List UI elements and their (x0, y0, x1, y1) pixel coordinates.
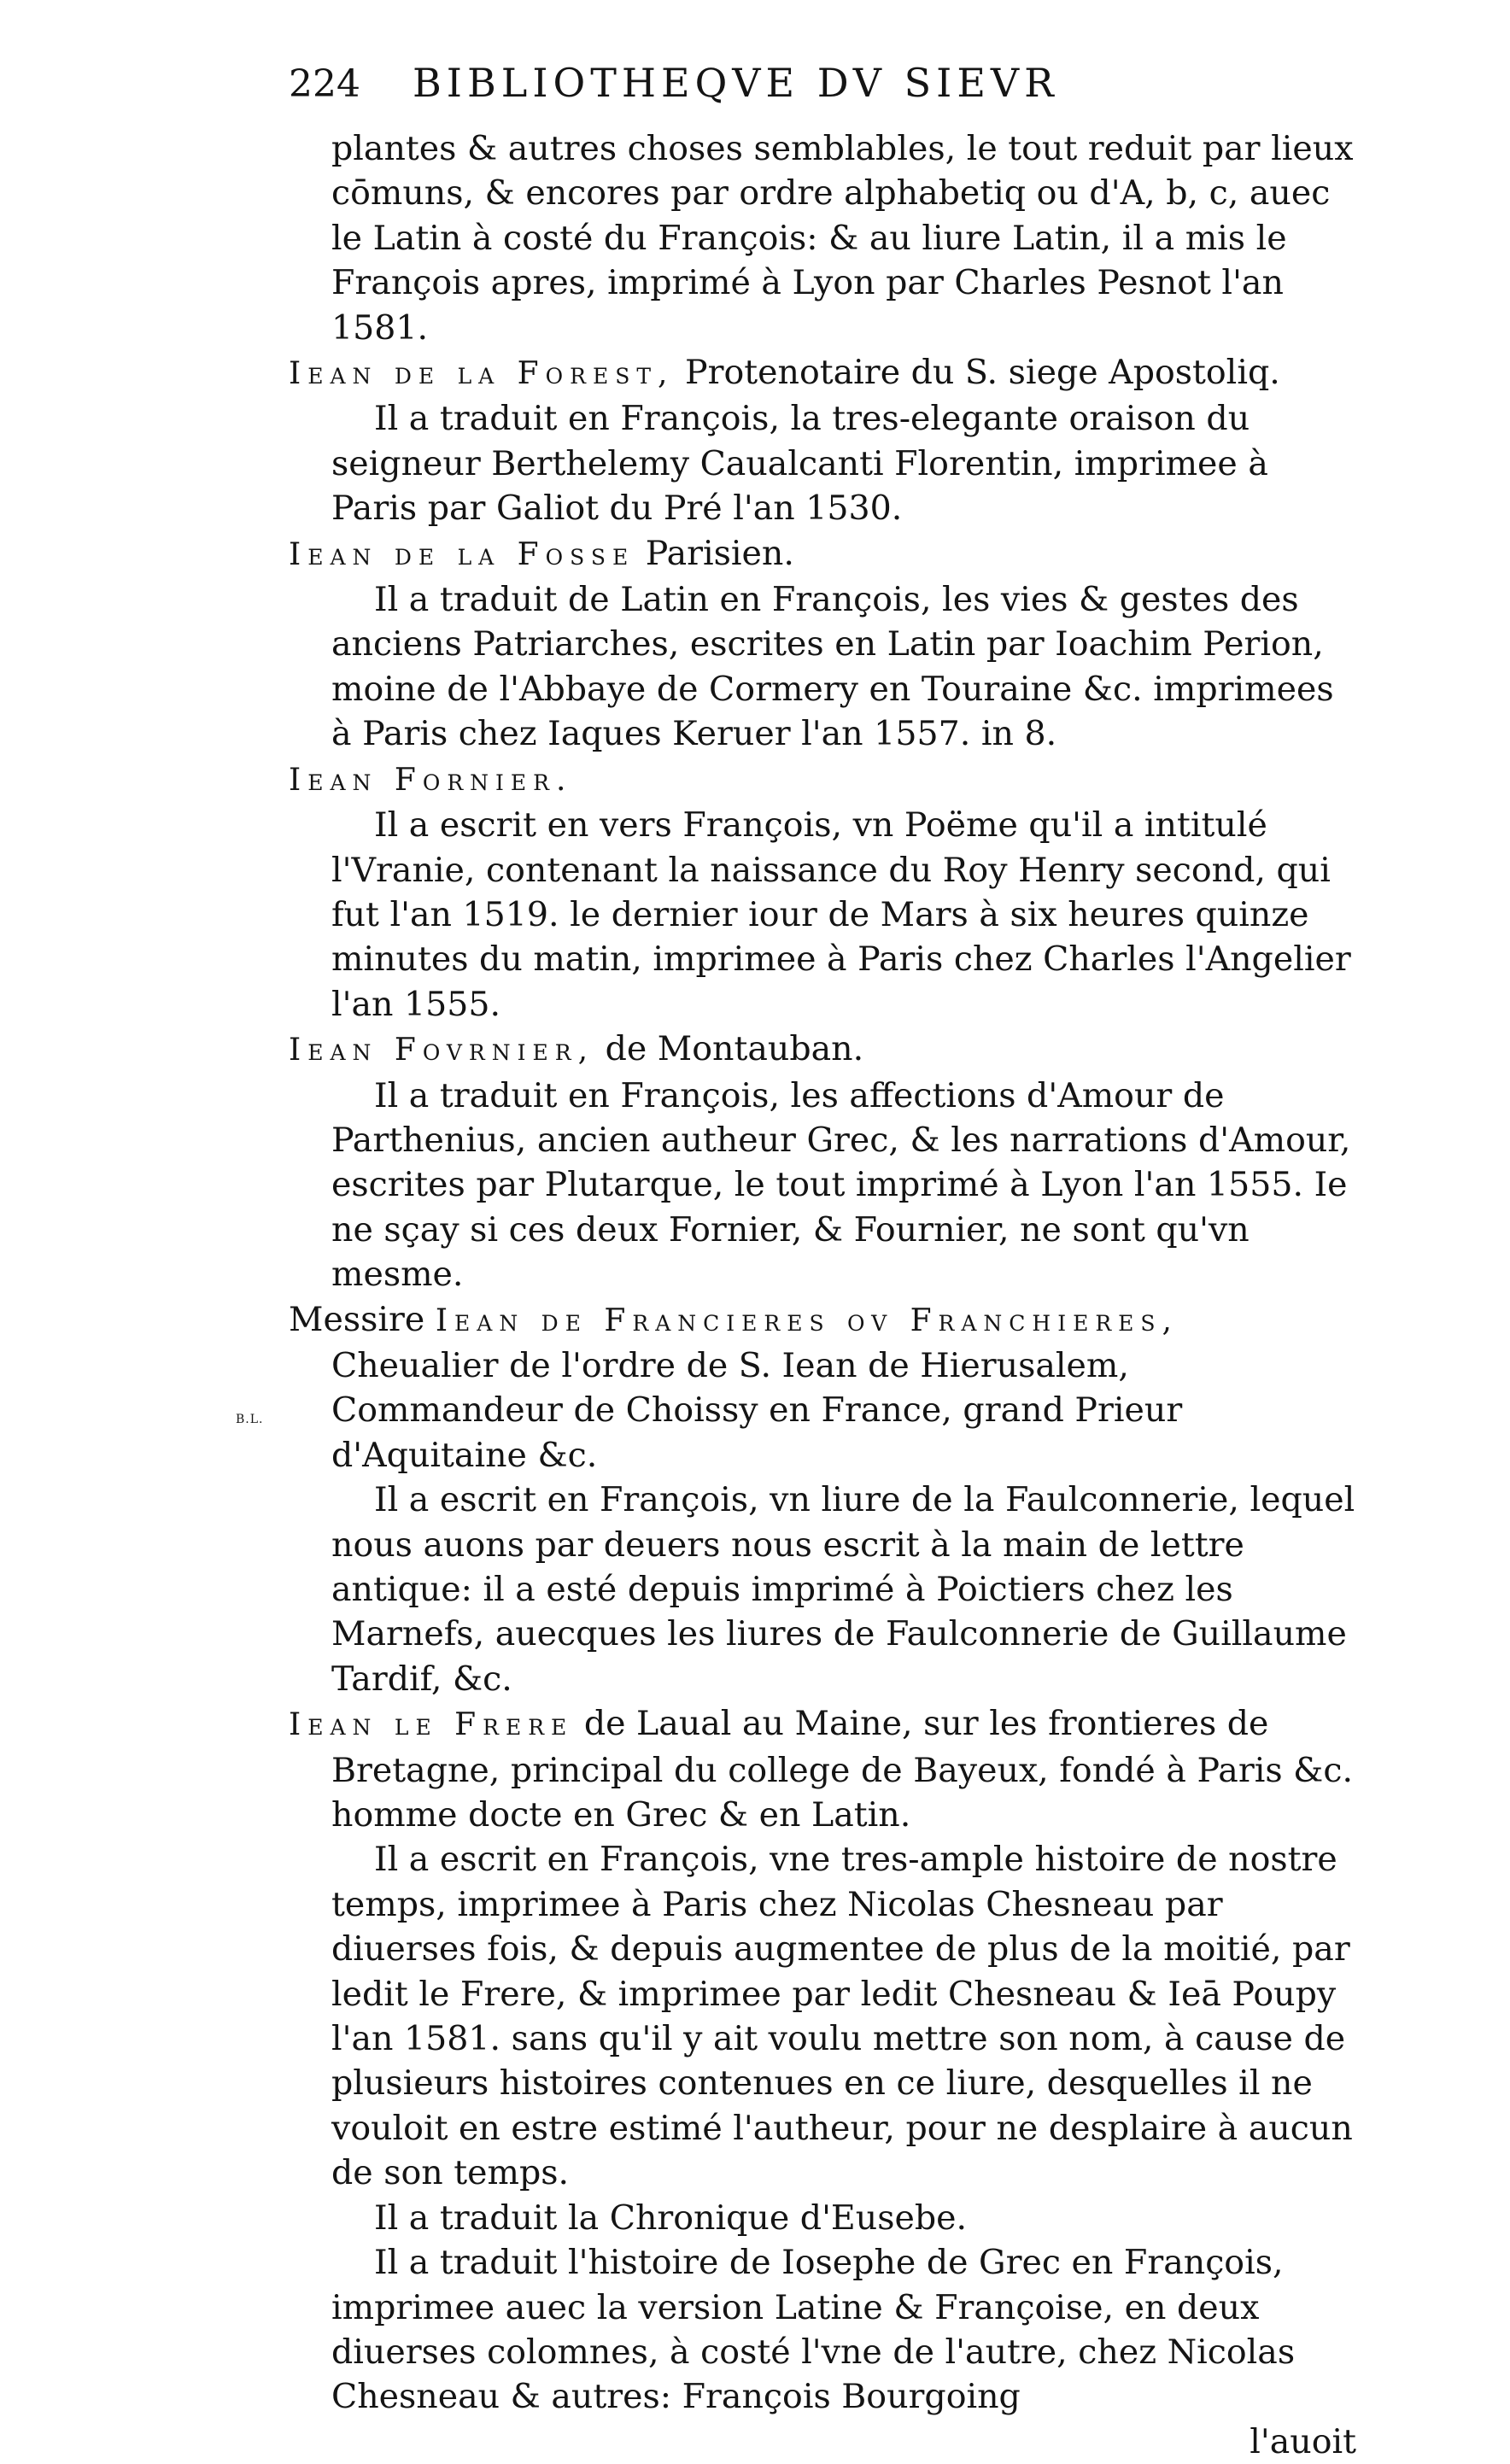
author-name: Iean de la Fosse (289, 536, 635, 572)
author-name: Iean le Frere (289, 1707, 574, 1743)
page-number: 224 (289, 62, 360, 106)
entry-body: Il a escrit en François, vn liure de la Faulconnerie, lequel nous auons par deuers nous escrit à la main de lettre antique: il a esté depuis imprimé à Poictiers chez les Marnefs, auecques les liures de Faulconnerie de Guillaume Tardif, &c. (331, 1480, 1355, 1699)
entry-heading (289, 757, 1356, 803)
entry-heading (289, 1701, 1356, 1837)
author-name: Iean de Francieres ov Franchieres, (435, 1302, 1179, 1338)
entry-body: Il a traduit l'histoire de Iosephe de Grec en François, imprimee auec la version Latine & Françoise, en deux diuerses colomnes, à costé l'vne de l'autre, chez Nicolas Chesneau & autres: François Bourgoing (331, 2243, 1296, 2417)
author-title: Cheualier de l'ordre de S. Iean de Hierusalem, Commandeur de Choissy en France, grand Prieur d'Aquitaine &c. (331, 1345, 1183, 1475)
author-name: Iean Fornier. (289, 762, 573, 798)
main-text (289, 126, 1356, 2464)
entry-heading (289, 531, 1356, 577)
entry-body: Il a traduit de Latin en François, les vies & gestes des anciens Patriarches, escrites en Latin par Ioachim Perion, moine de l'Abbaye de Cormery en Touraine &c. imprimees à Paris chez Iaques Keruer l'an 1557. in 8. (331, 580, 1334, 754)
entry-body: Il a escrit en vers François, vn Poëme qu'il a intitulé l'Vranie, contenant la naissance du Roy Henry second, qui fut l'an 1519. le dernier iour de Mars à six heures quinze minutes du matin, imprimee à Paris chez Charles l'Angelier l'an 1555. (331, 805, 1351, 1024)
author-prefix: Messire (289, 1299, 436, 1339)
entry-body: Il a traduit en François, les affections d'Amour de Parthenius, ancien autheur Grec, & les narrations d'Amour, escrites par Plutarque, le tout imprimé à Lyon l'an 1555. Ie ne sçay si ces deux Fornier, & Fournier, ne sont qu'vn mesme. (331, 1075, 1351, 1295)
entry-heading (289, 1027, 1356, 1073)
catchword: l'auoit (1250, 2421, 1356, 2461)
author-name: Iean Fovrnier, (289, 1033, 595, 1068)
page-header (289, 60, 1185, 106)
author-title: de Laual au Maine, sur les frontieres de Bretagne, principal du college de Bayeux, fondé à Paris &c. homme docte en Grec & en Latin. (331, 1704, 1353, 1835)
author-title: de Montauban. (594, 1029, 864, 1069)
entry-heading (289, 350, 1356, 396)
entry-body: Il a traduit la Chronique d'Eusebe. (374, 2198, 968, 2238)
continuation-paragraph: plantes & autres choses semblables, le tout reduit par lieux cōmuns, & encores par ordre alphabetiq ou d'A, b, c, auec le Latin à costé du François: & au liure Latin, il a mis le François apres, imprimé à Lyon par Charles Pesnot l'an 1581. (331, 129, 1354, 348)
entry-body: Il a traduit en François, la tres-elegante oraison du seigneur Berthelemy Caualcanti Florentin, imprimee à Paris par Galiot du Pré l'an 1530. (331, 399, 1268, 529)
entry-heading (289, 1297, 1356, 1478)
entry-body: Il a escrit en François, vne tres-ample histoire de nostre temps, imprimee à Paris chez Nicolas Chesneau par diuerses fois, & depuis augmentee de plus de la moitié, par ledit le Frere, & imprimee par ledit Chesneau & Ieā Poupy l'an 1581. sans qu'il y ait voulu mettre son nom, à cause de plusieurs histoires contenues en ce liure, desquelles il ne vouloit en estre estimé l'autheur, pour ne desplaire à aucun de son temps. (331, 1840, 1353, 2193)
author-title: Protenotaire du S. siege Apostoliq. (674, 353, 1280, 393)
author-name: Iean de la Forest, (289, 356, 675, 392)
author-title: Parisien. (635, 533, 794, 573)
running-title: BIBLIOTHEQVE DV SIEVR (413, 60, 1059, 106)
margin-note: B.L. (236, 1413, 264, 1426)
